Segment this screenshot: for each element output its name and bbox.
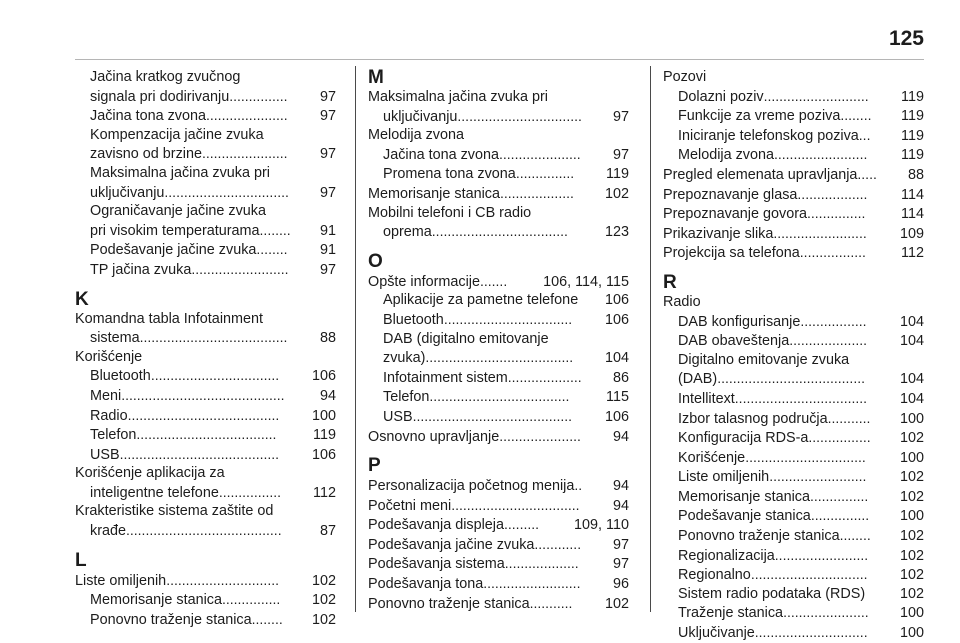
index-entry: Mobilni telefoni i CB radio (368, 204, 532, 221)
index-entry (368, 476, 629, 496)
page-reference: 91 (319, 222, 336, 239)
index-entry: Jačina kratkog zvučnog (90, 69, 241, 85)
page-reference: 102 (899, 585, 924, 602)
index-entry (368, 535, 629, 555)
entry-term: uključivanju (90, 184, 165, 201)
index-entry (368, 427, 629, 447)
index-entry (75, 366, 336, 386)
index-entry (75, 87, 336, 107)
page-reference: 94 (319, 387, 336, 404)
dot-leader: ........ (840, 107, 872, 124)
page-reference: 119 (901, 127, 924, 144)
dot-leader: ............................. (754, 624, 868, 641)
entry-term: Opšte informacije (368, 273, 480, 290)
dot-leader: ...................................... (425, 349, 574, 366)
page-reference: 97 (319, 184, 336, 201)
entry-term: Funkcije za vreme poziva (678, 108, 841, 125)
entry-term: USB (90, 446, 120, 463)
index-entry (663, 126, 924, 146)
index-entry (663, 389, 924, 409)
entry-term: Ponovno traženje stanica (90, 611, 252, 628)
dot-leader: ................ (808, 429, 871, 446)
entry-term: pri visokim temperaturama (90, 222, 260, 239)
entry-term: Podešavanje jačine zvuka (90, 242, 257, 259)
page-reference: 100 (899, 410, 924, 427)
index-entry (368, 387, 629, 407)
page-reference: 123 (604, 224, 629, 241)
index-letter-heading: R (663, 271, 677, 293)
page-reference: 106 (604, 311, 629, 328)
index-column-3 (663, 68, 924, 643)
dot-leader: ................................... (431, 223, 568, 240)
index-entry (368, 107, 629, 127)
entry-term: DAB obaveštenja (678, 333, 790, 350)
dot-leader: ...................... (783, 604, 869, 621)
page-reference: 97 (612, 146, 629, 163)
page-reference: 86 (612, 369, 629, 386)
page-reference: 119 (901, 147, 924, 164)
entry-term: Promena tona zvona (383, 166, 516, 183)
dot-leader: ............ (534, 535, 582, 552)
index-column-2 (368, 68, 629, 613)
index-entry (663, 106, 924, 126)
page-reference: 106 (604, 408, 629, 425)
index-entry: Radio (663, 293, 701, 310)
index-entry (368, 496, 629, 516)
dot-leader: ....... (479, 272, 508, 289)
dot-leader: ................... (499, 184, 574, 201)
index-entry (75, 571, 336, 591)
page-reference: 97 (612, 556, 629, 573)
index-entry: Ograničavanje jačine zvuka (90, 203, 266, 220)
index-entry (663, 546, 924, 566)
index-entry: Korišćenje (75, 348, 143, 365)
index-entry (663, 467, 924, 487)
dot-leader: ................................. (443, 310, 573, 327)
index-entry (663, 565, 924, 585)
entry-term: Dolazni poziv (678, 88, 764, 105)
entry-term: Ponovno traženje stanica (678, 528, 840, 545)
index-letter-heading: P (368, 455, 381, 477)
page-reference: 102 (604, 185, 629, 202)
page-reference: 106 (311, 446, 336, 463)
index-entry (663, 165, 924, 185)
entry-term: Bluetooth (383, 311, 444, 328)
dot-leader: ........................ (774, 546, 869, 563)
page-reference: 119 (901, 108, 924, 125)
entry-term: krađe (90, 523, 126, 540)
index-entry (663, 585, 924, 604)
page-reference: 100 (899, 449, 924, 466)
page-reference: 94 (612, 497, 629, 514)
index-entry (75, 221, 336, 241)
entry-term: Prepoznavanje govora (663, 206, 808, 223)
dot-leader: ................... (504, 555, 579, 572)
page-reference: 94 (612, 428, 629, 445)
dot-leader: ..................... (499, 145, 581, 162)
page-reference: 109, 110 (574, 517, 629, 534)
entry-term: USB (383, 408, 413, 425)
page-reference: 106, 114, 115 (543, 273, 629, 290)
page-reference: 104 (899, 371, 924, 388)
index-entry (663, 224, 924, 244)
entry-term: uključivanju (383, 108, 458, 125)
index-entry (663, 526, 924, 546)
page-reference: 102 (899, 430, 924, 447)
dot-leader: ..................... (206, 107, 288, 124)
entry-term: Prepoznavanje glasa (663, 186, 798, 203)
index-entry: Kompenzacija jačine zvuka (90, 126, 264, 143)
page-reference: 102 (311, 611, 336, 628)
entry-term: inteligentne telefone (90, 484, 219, 501)
page-reference: 102 (311, 592, 336, 609)
index-entry (75, 106, 336, 126)
index-entry: Korišćenje aplikacija za (75, 465, 225, 482)
index-entry: Pozovi (663, 69, 707, 85)
entry-term: Liste omiljenih (678, 469, 770, 486)
index-entry: Maksimalna jačina zvuka pri (90, 164, 270, 181)
dot-leader: ....................................... (127, 406, 280, 423)
entry-term: Početni meni (368, 497, 452, 514)
dot-leader: ......................................... (119, 445, 280, 462)
index-entry (75, 521, 336, 541)
entry-term: Jačina tona zvona (383, 146, 500, 163)
page-reference: 102 (899, 488, 924, 505)
entry-term: Podešavanje stanica (678, 508, 811, 525)
dot-leader: ................................. (150, 367, 280, 384)
entry-term: TP jačina zvuka (90, 261, 192, 278)
page-reference: 106 (604, 292, 629, 309)
page-reference: 97 (612, 536, 629, 553)
index-entry (663, 243, 924, 263)
dot-leader: ............... (515, 165, 575, 182)
index-entry (663, 506, 924, 526)
index-entry (75, 183, 336, 203)
index-entry (663, 448, 924, 468)
entry-term: Liste omiljenih (75, 572, 167, 589)
dot-leader: ........... (827, 409, 871, 426)
page-reference: 119 (901, 88, 924, 105)
page-reference: 112 (313, 484, 336, 501)
entry-term: (DAB) (678, 371, 718, 388)
page-reference: 109 (899, 225, 924, 242)
dot-leader: ............................. (166, 571, 279, 588)
index-entry: DAB (digitalno emitovanje (383, 330, 549, 347)
index-entry (368, 515, 629, 535)
page-reference: 100 (899, 605, 924, 622)
dot-leader: ...................... (202, 145, 288, 162)
page-reference: 102 (899, 528, 924, 545)
page-reference: 114 (901, 186, 924, 203)
index-entry (368, 145, 629, 165)
entry-term: Podešavanja tona (368, 576, 484, 593)
index-entry (75, 483, 336, 503)
entry-term: DAB konfigurisanje (678, 313, 801, 330)
page-reference: 119 (313, 427, 336, 444)
dot-leader: .................................... (429, 388, 570, 405)
page-reference: 97 (319, 146, 336, 163)
index-entry (663, 603, 924, 623)
index-letter-heading: L (75, 549, 87, 571)
dot-leader: ................... (507, 368, 582, 385)
index-entry (75, 590, 336, 610)
index-entry (368, 222, 629, 242)
index-entry (368, 407, 629, 427)
dot-leader: ... (858, 126, 871, 143)
entry-term: Iniciranje telefonskog poziva (678, 127, 859, 144)
index-letter-heading: K (75, 288, 89, 310)
entry-term: Uključivanje (678, 625, 755, 642)
index-entry (663, 428, 924, 448)
dot-leader: ........ (259, 221, 291, 238)
index-entry (368, 184, 629, 204)
entry-term: Memorisanje stanica (678, 488, 810, 505)
page-reference: 102 (311, 572, 336, 589)
entry-term: Personalizacija početnog menija (368, 478, 575, 495)
dot-leader: ......................... (769, 468, 867, 485)
page-reference: 94 (612, 478, 629, 495)
entry-term: Podešavanja jačine zvuka (368, 536, 535, 553)
page-reference: 97 (612, 108, 629, 125)
dot-leader: ......... (504, 516, 540, 533)
dot-leader: .................. (797, 185, 868, 202)
dot-leader: ........... (529, 594, 573, 611)
page-reference: 88 (319, 330, 336, 347)
dot-leader: ............... (221, 591, 281, 608)
entry-term: Podešavanja displeja (368, 517, 505, 534)
dot-leader: .................................... (136, 426, 277, 443)
dot-leader: ........ (839, 527, 871, 544)
entry-term: Traženje stanica (678, 605, 784, 622)
index-entry: Komandna tabla Infotainment (75, 310, 264, 327)
index-entry (368, 554, 629, 574)
index-entry (663, 204, 924, 224)
page-reference: 100 (311, 407, 336, 424)
dot-leader: ......................................... (412, 407, 573, 424)
entry-term: Memorisanje stanica (90, 592, 222, 609)
page-reference: 97 (319, 88, 336, 105)
index-entry (75, 144, 336, 164)
dot-leader: ........................................ (126, 522, 282, 539)
page-reference: 100 (899, 625, 924, 642)
index-entry (368, 291, 629, 310)
index-entry (75, 445, 336, 465)
entry-term: Korišćenje (678, 449, 746, 466)
entry-term: Projekcija sa telefona (663, 245, 800, 262)
index-entry (663, 87, 924, 107)
dot-leader: ...................................... (139, 329, 288, 346)
entry-term: Telefon (383, 389, 430, 406)
dot-leader: ......................... (483, 575, 581, 592)
index-entry (75, 386, 336, 406)
page-reference: 106 (311, 368, 336, 385)
page-reference: 88 (907, 166, 924, 183)
page-reference: 119 (606, 166, 629, 183)
index-entry: Maksimalna jačina zvuka pri (368, 89, 548, 105)
page-reference: 97 (319, 108, 336, 125)
entry-term: sistema (90, 330, 140, 347)
index-entry (75, 610, 336, 630)
index-entry (368, 574, 629, 594)
index-entry (368, 348, 629, 368)
dot-leader: ........................ (774, 146, 868, 163)
index-entry (663, 331, 924, 351)
page-reference: 100 (899, 508, 924, 525)
index-entry (75, 260, 336, 280)
entry-term: Regionalizacija (678, 547, 775, 564)
entry-term: Telefon (90, 427, 137, 444)
dot-leader: .......................................... (121, 386, 285, 403)
dot-leader: ............... (229, 87, 288, 104)
entry-term: zavisno od brzine (90, 146, 202, 163)
page-reference: 102 (604, 595, 629, 612)
dot-leader: .................... (789, 332, 867, 349)
page-reference: 87 (319, 523, 336, 540)
dot-leader: ................ (218, 483, 282, 500)
page-reference: 114 (901, 206, 924, 223)
page-reference: 115 (606, 389, 629, 406)
dot-leader: ........................ (773, 224, 867, 241)
entry-term: Izbor talasnog područja (678, 410, 828, 427)
page-reference: 102 (899, 469, 924, 486)
page-reference: 102 (899, 567, 924, 584)
index-entry (663, 409, 924, 429)
entry-term: Memorisanje stanica (368, 185, 500, 202)
index-entry (663, 623, 924, 643)
dot-leader: ............................... (745, 448, 866, 465)
index-entry (75, 328, 336, 348)
index-entry (75, 406, 336, 426)
entry-term: Pregled elemenata upravljanja (663, 166, 858, 183)
dot-leader: ..... (857, 165, 877, 182)
index-letter-heading: O (368, 250, 383, 272)
index-entry (663, 369, 924, 389)
page-reference: 102 (899, 547, 924, 564)
index-entry (368, 368, 629, 388)
page-reference: 104 (899, 333, 924, 350)
dot-leader: ..................... (499, 427, 581, 444)
dot-leader: ........ (256, 241, 288, 258)
entry-term: Bluetooth (90, 368, 151, 385)
index-entry (663, 145, 924, 165)
index-entry (368, 164, 629, 184)
index-entry (368, 272, 629, 292)
dot-leader: ...................................... (717, 370, 865, 387)
entry-term: Podešavanja sistema (368, 556, 505, 573)
entry-term: Meni (90, 387, 122, 404)
dot-leader: .............................. (750, 566, 868, 583)
index-entry: Digitalno emitovanje zvuka (678, 351, 850, 368)
entry-term: oprema (383, 224, 432, 241)
dot-leader: ............... (810, 507, 870, 524)
page-reference: 104 (899, 313, 924, 330)
dot-leader: ................. (800, 312, 867, 329)
index-column-1 (75, 68, 336, 629)
dot-leader: .................................. (734, 389, 868, 406)
page-reference: 96 (612, 576, 629, 593)
page-reference: 91 (319, 242, 336, 259)
entry-term: signala pri dodirivanju (90, 88, 230, 105)
index-entry (75, 425, 336, 445)
entry-term: Infotainment sistem (383, 369, 508, 386)
dot-leader: ......................... (191, 260, 289, 277)
index-entry (368, 310, 629, 330)
entry-term: Ponovno traženje stanica (368, 595, 530, 612)
page-reference: 104 (899, 390, 924, 407)
index-entry (663, 185, 924, 205)
dot-leader: ................................ (164, 183, 289, 200)
dot-leader: ................................ (457, 107, 582, 124)
entry-term: Osnovno upravljanje (368, 428, 500, 445)
index-entry (368, 594, 629, 614)
page-reference: 97 (319, 261, 336, 278)
dot-leader: ............... (807, 205, 866, 222)
index-entry (75, 240, 336, 260)
page-reference: 112 (901, 245, 924, 262)
entry-term: zvuka) (383, 350, 426, 367)
entry-term: Aplikacije za pametne telefone (383, 292, 579, 309)
entry-term: Intellitext (678, 390, 735, 407)
header-rule (75, 59, 924, 60)
entry-term: Regionalno (678, 567, 751, 584)
index-entry: Melodija zvona (368, 127, 464, 144)
dot-leader: .. (574, 477, 583, 494)
entry-term: Radio (90, 407, 128, 424)
page-reference: 104 (604, 350, 629, 367)
dot-leader: ................................. (451, 496, 580, 513)
dot-leader: ........................... (763, 87, 869, 104)
page-number: 125 (888, 27, 924, 50)
entry-term: Melodija zvona (678, 147, 774, 164)
index-entry (663, 312, 924, 332)
entry-term: Jačina tona zvona (90, 108, 207, 125)
entry-term: Konfiguracija RDS-a (678, 430, 809, 447)
dot-leader: ............... (809, 487, 869, 504)
index-entry (663, 487, 924, 507)
column-divider (355, 66, 356, 612)
column-divider (650, 66, 651, 612)
index-entry: Krakteristike sistema zaštite od (75, 503, 274, 520)
entry-term: Sistem radio podataka (RDS) (678, 585, 866, 602)
dot-leader: ................. (799, 244, 866, 261)
dot-leader: ........ (251, 610, 283, 627)
entry-term: Prikazivanje slika (663, 225, 774, 242)
index-letter-heading: M (368, 67, 384, 88)
